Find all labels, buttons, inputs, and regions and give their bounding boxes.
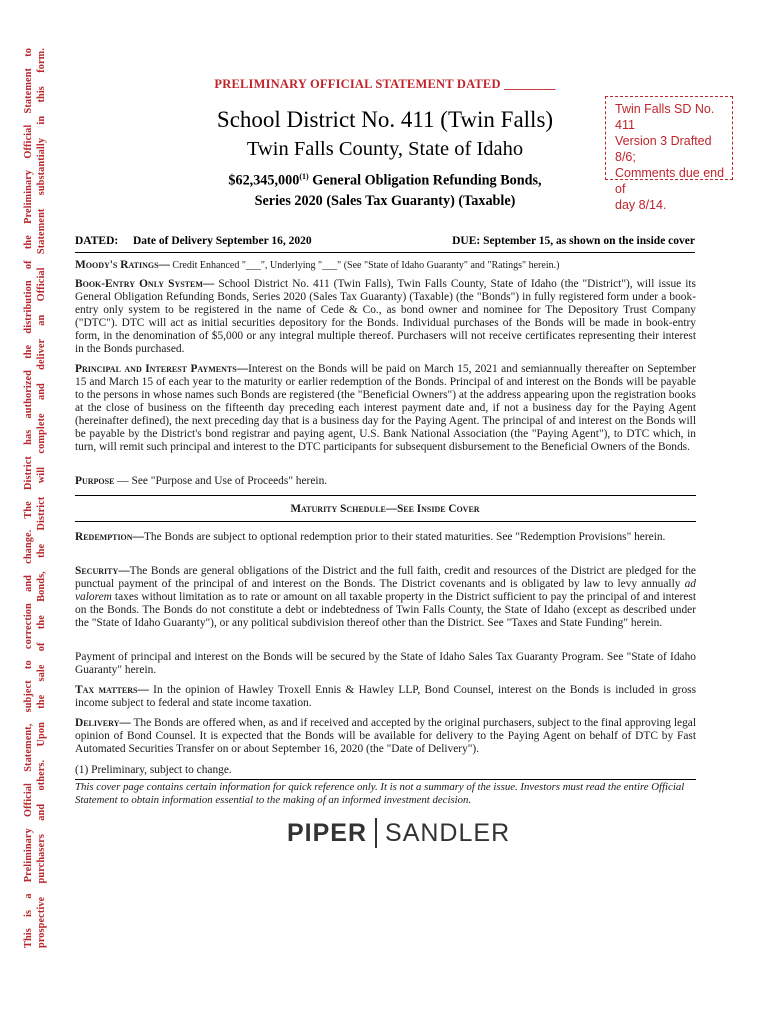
document-subtitle: Twin Falls County, State of Idaho	[246, 138, 524, 160]
dated-value: Date of Delivery September 16, 2020	[133, 235, 312, 247]
section-divider	[75, 521, 696, 522]
draft-line: Version 3 Drafted 8/6;	[615, 134, 712, 164]
draft-comment-box	[605, 96, 733, 212]
security-paragraph-2	[75, 651, 696, 677]
ratings-head: Moody's Ratings—	[75, 259, 170, 271]
logo-divider	[375, 818, 377, 848]
redemption-text: The Bonds are subject to optional redemption prior to their stated maturities. See "Redemption Provisions" herein.	[143, 531, 666, 543]
preliminary-heading: PRELIMINARY OFFICIAL STATEMENT DATED ________	[214, 77, 556, 91]
notice-line-2: prospective purchasers and others. Upon the sale of the Bonds, the District will complete and deliver an Official Statement substantially in this form.	[36, 48, 47, 948]
book-entry-text: School District No. 411 (Twin Falls), Twin Falls County, State of Idaho (the "District"), will issue its General Obligation Refunding Bonds, Series 2020 (Sales Tax Guaranty) (Taxable) (the "Bonds") in fully registered form under a book-entry only system to be registered in the name of Cede & Co., as bond owner and nominee for The Depository Trust Company ("DTC"). DTC will act as initial securities depository for the Bonds. Individual purchases of the Bonds will be made in book-entry form, in the denomination of $5,000 or any integral multiple thereof. Purchasers will not receive certificates representing their interest in the Bonds purchased.	[75, 278, 696, 355]
amount-description: General Obligation Refunding Bonds,	[308, 172, 542, 189]
series-line: Series 2020 (Sales Tax Guaranty) (Taxable)	[254, 192, 516, 209]
maturity-schedule-heading: Maturity Schedule—See Inside Cover	[290, 503, 480, 515]
underwriter-logo	[287, 818, 510, 848]
principal-paragraph	[75, 363, 696, 454]
security-text-1: The Bonds are general obligations of the District and the full faith, credit and resources of the District are pledged for the punctual payment of the principal of and interest on the Bonds. The District covenants and is obligated by law to levy annually	[75, 565, 696, 590]
delivery-head: Delivery—	[75, 717, 131, 729]
delivery-text: The Bonds are offered when, as and if received and accepted by the original purchasers, subject to the final approving legal opinion of Bond Counsel. It is expected that the Bonds will be available for delivery to the Paying Agent on behalf of DTC by Fast Automated Securities Transfer on or about September 16, 2020 (the "Date of Delivery").	[75, 717, 696, 755]
amount-footnote-mark: (1)	[299, 172, 309, 181]
security-italic: ad valorem	[75, 578, 696, 603]
redemption-head: Redemption—	[75, 531, 144, 543]
due-text: DUE: September 15, as shown on the inside cover	[452, 235, 695, 247]
principal-head: Principal and Interest Payments—	[75, 363, 249, 375]
security-head: Security—	[75, 565, 130, 577]
dated-label: DATED:	[75, 235, 119, 247]
security-para2-text: Payment of principal and interest on the Bonds will be secured by the State of Idaho Sales Tax Guaranty Program. See "State of Idaho Guaranty" herein.	[75, 651, 696, 676]
cover-page-note: This cover page contains certain information for quick reference only. It is not a summary of the issue. Investors must read the entire Official Statement to obtain information essential to the making of an informed investment decision.	[75, 779, 696, 807]
book-entry-head: Book-Entry Only System—	[75, 278, 215, 290]
bond-amount	[190, 167, 580, 211]
notice-line-1: This is a Preliminary Official Statement, subject to correction and change. The District has authorized the distribution of the Preliminary Official Statement to	[23, 48, 34, 948]
amount-value: $62,345,000	[228, 172, 300, 189]
book-entry-paragraph	[75, 278, 696, 356]
logo-right: SANDLER	[385, 818, 511, 847]
draft-line: Twin Falls SD No. 411	[615, 102, 715, 132]
security-text-2: taxes without limitation as to rate or amount on all taxable property in the District sufficient to pay the principal of and interest on the Bonds. The Bonds do not constitute a debt or indebtedness of Twin Falls County, the State of Idaho (except as described under the "State of Idaho Guaranty"), or any political subdivision thereof other than the District. See "Taxes and State Funding" herein.	[75, 591, 696, 629]
delivery-paragraph	[75, 717, 696, 756]
purpose-text: — See "Purpose and Use of Proceeds" herein.	[114, 475, 328, 487]
principal-text: Interest on the Bonds will be paid on March 15, 2021 and semiannually thereafter on September 15 and March 15 of each year to the maturity or earlier redemption of the Bonds. Principal of and interest on the Bonds will be payable to the persons in whose names such Bonds are registered (the "Beneficial Owners") at the address appearing upon the registration books at the close of business on the fifteenth day preceding each interest payment date and, if not a business day for the Paying Agent (hereinafter defined), the next preceding day that is a business day for the Paying Agent. The principal of and interest on the Bonds will be payable by the District's bond registrar and paying agent, U.S. Bank National Association (the "Paying Agent"), to DTC which, in turn, will remit such principal and interest to the DTC participants for subsequent disbursement to the Beneficial Owners of the Bonds.	[75, 363, 696, 453]
tax-paragraph	[75, 684, 696, 710]
redemption-paragraph	[75, 531, 696, 544]
draft-line: Comments due end of	[615, 166, 725, 196]
footnote: (1) Preliminary, subject to change.	[75, 764, 232, 776]
document-title: School District No. 411 (Twin Falls)	[216, 107, 554, 132]
purpose-paragraph	[75, 475, 696, 488]
logo-left: PIPER	[287, 818, 368, 847]
purpose-head: Purpose	[75, 475, 115, 487]
tax-head: Tax matters—	[75, 684, 149, 696]
ratings-text: Credit Enhanced "___", Underlying "___" (See "State of Idaho Guaranty" and "Ratings" herein.)	[169, 260, 560, 271]
preliminary-notice-vertical	[22, 48, 48, 948]
section-divider	[75, 495, 696, 496]
security-paragraph	[75, 565, 696, 630]
tax-text: In the opinion of Hawley Troxell Ennis & Hawley LLP, Bond Counsel, interest on the Bonds is included in gross income subject to federal and state income taxation.	[75, 684, 697, 709]
ratings-paragraph	[75, 259, 696, 272]
dated-row	[75, 235, 695, 253]
draft-line: day 8/14.	[615, 198, 667, 212]
